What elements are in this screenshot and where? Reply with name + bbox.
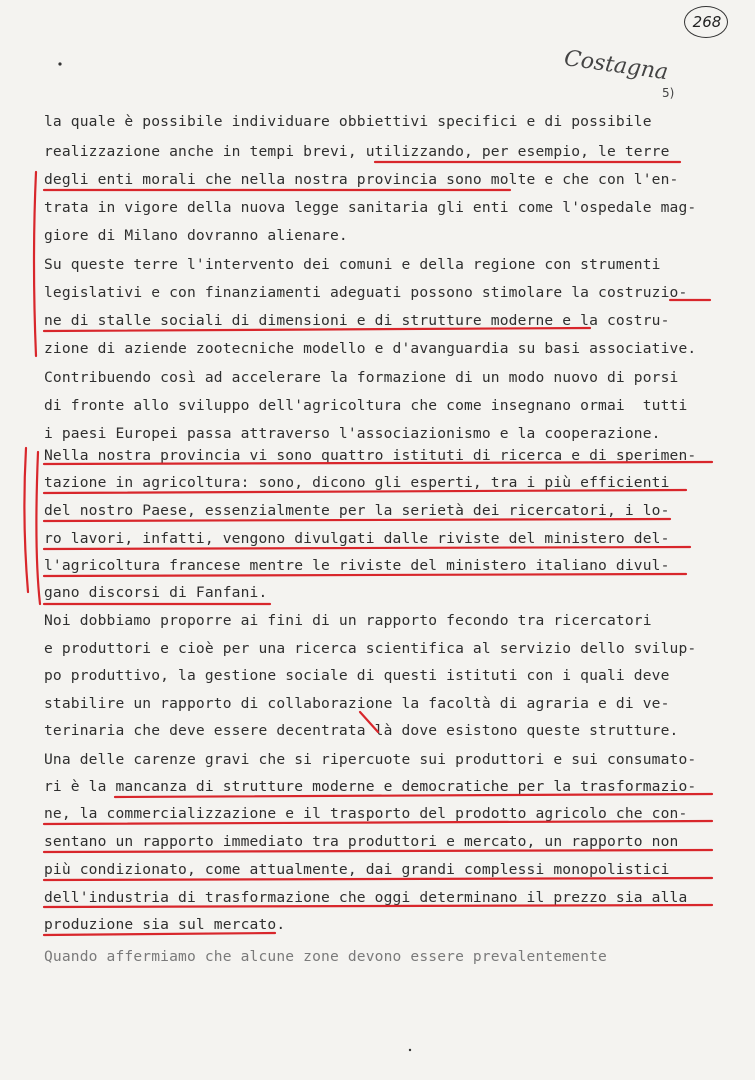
underline [44,519,670,521]
margin-bracket [36,452,40,604]
text-line: Una delle carenze gravi che si ripercuote sui produttori e sui consumato- [44,751,697,768]
text-line: ro lavori, infatti, vengono divulgati dalle riviste del ministero del- [44,530,670,547]
text-line: Quando affermiamo che alcune zone devono essere prevalentemente [44,948,607,965]
text-line: giore di Milano dovranno alienare. [44,227,348,244]
underline [44,850,712,852]
text-line: zione di aziende zootecniche modello e d'avanguardia su basi associative. [44,340,697,357]
underline [44,490,686,493]
text-line: più condizionato, come attualmente, dai grandi complessi monopolistici [44,861,670,878]
text-line: la quale è possibile individuare obbiettivi specifici e di possibile [44,113,652,130]
margin-bracket [24,448,28,592]
text-line: e produttori e cioè per una ricerca scientifica al servizio dello svilup- [44,640,697,657]
underline [44,328,590,331]
text-line: di fronte allo sviluppo dell'agricoltura che come insegnano ormai tutti [44,397,688,414]
underline [44,574,686,576]
text-line: po produttivo, la gestione sociale di questi istituti con i quali deve [44,667,670,684]
text-line: ne di stalle sociali di dimensioni e di strutture moderne e la costru- [44,312,670,329]
underline [44,547,690,549]
text-line: i paesi Europei passa attraverso l'associazionismo e la cooperazione. [44,425,661,442]
ink-dot [58,62,61,65]
text-line: stabilire un rapporto di collaborazione la facoltà di agraria e di ve- [44,695,670,712]
page-number: 268 [692,13,722,31]
text-line: realizzazione anche in tempi brevi, utilizzando, per esempio, le terre [44,143,670,160]
text-line: sentano un rapporto immediato tra produttori e mercato, un rapporto non [44,833,679,850]
note-number: 5) [662,86,675,100]
text-line: ri è la mancanza di strutture moderne e democratiche per la trasformazio- [44,778,697,795]
ink-dot [409,1049,411,1051]
underline [44,878,712,880]
text-line: ne, la commercializzazione e il trasporto del prodotto agricolo che con- [44,805,688,822]
text-line: degli enti morali che nella nostra provincia sono molte e che con l'en- [44,171,679,188]
margin-bracket [34,172,36,356]
text-line: Contribuendo così ad accelerare la formazione di un modo nuovo di porsi [44,369,679,386]
text-line: produzione sia sul mercato. [44,916,286,933]
underline [44,933,275,935]
text-line: Su queste terre l'intervento dei comuni e della regione con strumenti [44,256,661,273]
underline [44,905,712,907]
handwritten-note: Costagna [562,46,670,86]
text-line: legislativi e con finanziamenti adeguati possono stimolare la costruzio- [44,284,688,301]
text-line: Noi dobbiamo proporre ai fini di un rapporto fecondo tra ricercatori [44,612,652,629]
text-line: l'agricoltura francese mentre le riviste del ministero italiano divul- [44,557,670,574]
underline [44,821,712,824]
text-line: gano discorsi di Fanfani. [44,584,268,601]
text-line: tazione in agricoltura: sono, dicono gli esperti, tra i più efficienti [44,474,670,491]
text-line: del nostro Paese, essenzialmente per la serietà dei ricercatori, i lo- [44,502,670,519]
text-line: dell'industria di trasformazione che oggi determinano il prezzo sia alla [44,889,688,906]
text-line: Nella nostra provincia vi sono quattro istituti di ricerca e di sperimen- [44,447,697,464]
text-line: trata in vigore della nuova legge sanitaria gli enti come l'ospedale mag- [44,199,697,216]
underline [115,794,712,797]
text-line: terinaria che deve essere decentrata là dove esistono queste strutture. [44,722,679,739]
underline [44,462,712,464]
arrow-mark [360,712,378,732]
